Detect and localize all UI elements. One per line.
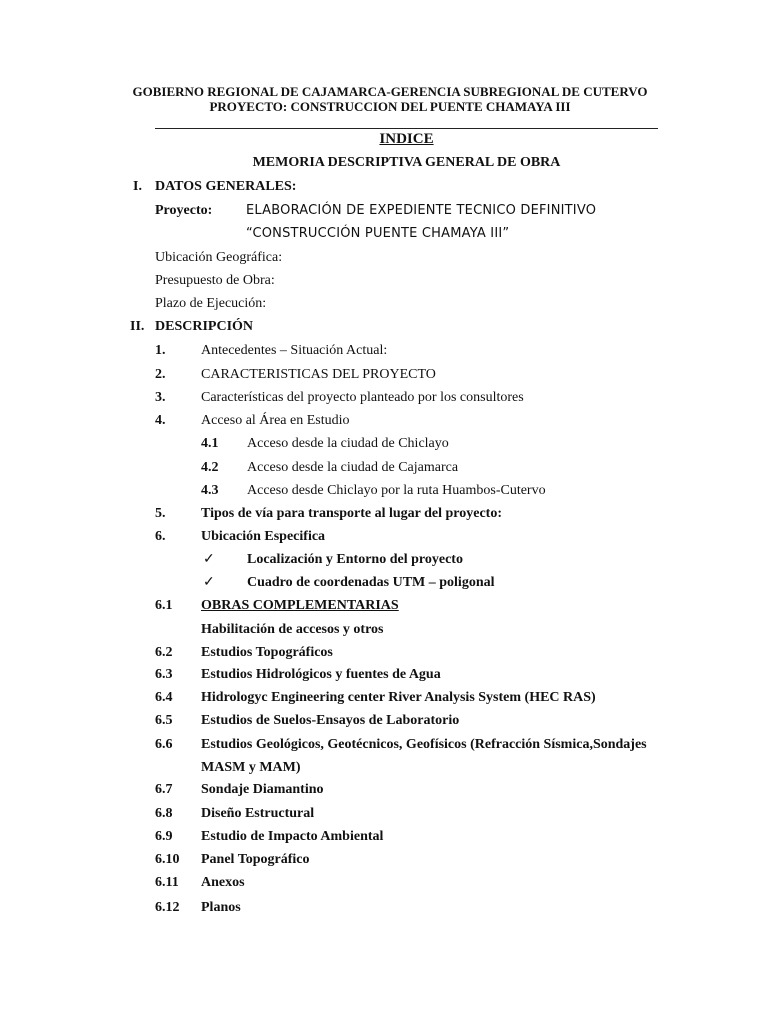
subitem-number: 4.2 [201, 460, 219, 475]
presupuesto-label: Presupuesto de Obra: [155, 273, 275, 288]
subitem-text: Panel Topográfico [201, 852, 310, 867]
subitem-text: Diseño Estructural [201, 806, 315, 821]
check-item-text: Localización y Entorno del proyecto [247, 552, 463, 567]
item-text: Características del proyecto planteado por los consultores [201, 390, 524, 405]
subitem-number: 6.10 [155, 852, 180, 867]
index-title: INDICE [379, 131, 434, 147]
header-line-2: PROYECTO: CONSTRUCCION DEL PUENTE CHAMAYA III [209, 99, 571, 114]
memoria-title: MEMORIA DESCRIPTIVA GENERAL DE OBRA [252, 155, 561, 170]
subitem-text: Estudios Topográficos [201, 645, 333, 660]
item-text: CARACTERISTICAS DEL PROYECTO [201, 367, 436, 382]
subitem-number: 4.1 [201, 436, 219, 451]
subitem-number: 4.3 [201, 483, 219, 498]
proyecto-value-line-1: ELABORACIÓN DE EXPEDIENTE TECNICO DEFINITIVO [246, 203, 597, 218]
subitem-number: 6.11 [155, 875, 179, 890]
subitem-number: 6.9 [155, 829, 173, 844]
subitem-text: Estudios de Suelos-Ensayos de Laboratorio [201, 713, 460, 728]
checkmark-icon: ✓ [203, 552, 215, 567]
checkmark-icon: ✓ [203, 575, 215, 590]
item-text: Ubicación Especifica [201, 529, 326, 544]
subitem-text: Estudios Geológicos, Geotécnicos, Geofísicos (Refracción Sísmica,Sondajes [201, 737, 647, 752]
document-header [120, 84, 660, 114]
subitem-text: Anexos [201, 875, 245, 890]
subitem-text-continued: MASM y MAM) [201, 760, 301, 775]
item-number: 5. [155, 506, 166, 521]
subitem-text: Estudio de Impacto Ambiental [201, 829, 384, 844]
subitem-number: 6.5 [155, 713, 173, 728]
section-1-number: I. [133, 179, 142, 194]
subitem-number: 6.6 [155, 737, 173, 752]
item-number: 1. [155, 343, 166, 358]
section-1-title: DATOS GENERALES: [155, 179, 297, 194]
subitem-number: 6.2 [155, 645, 173, 660]
plazo-label: Plazo de Ejecución: [155, 296, 267, 311]
subitem-number: 6.7 [155, 782, 173, 797]
subitem-text: Acceso desde la ciudad de Cajamarca [247, 460, 459, 475]
proyecto-label: Proyecto: [155, 203, 213, 218]
subitem-text: Estudios Hidrológicos y fuentes de Agua [201, 667, 441, 682]
item-number: 2. [155, 367, 166, 382]
subitem-text-continued: Habilitación de accesos y otros [201, 622, 384, 637]
subitem-number: 6.8 [155, 806, 173, 821]
header-divider [155, 128, 658, 129]
proyecto-value-line-2: “CONSTRUCCIÓN PUENTE CHAMAYA III” [246, 226, 510, 241]
header-line-1: GOBIERNO REGIONAL DE CAJAMARCA-GERENCIA SUBREGIONAL DE CUTERVO [132, 84, 648, 99]
subitem-text: OBRAS COMPLEMENTARIAS [201, 598, 399, 613]
subitem-text: Sondaje Diamantino [201, 782, 324, 797]
subitem-number: 6.1 [155, 598, 173, 613]
item-number: 6. [155, 529, 166, 544]
section-2-title: DESCRIPCIÓN [155, 319, 254, 334]
item-text: Antecedentes – Situación Actual: [201, 343, 388, 358]
subitem-number: 6.3 [155, 667, 173, 682]
subitem-number: 6.4 [155, 690, 173, 705]
item-number: 4. [155, 413, 166, 428]
subitem-text: Planos [201, 900, 241, 915]
section-2-number: II. [130, 319, 145, 334]
subitem-text: Acceso desde la ciudad de Chiclayo [247, 436, 449, 451]
subitem-text: Hidrologyc Engineering center River Analysis System (HEC RAS) [201, 690, 596, 705]
item-number: 3. [155, 390, 166, 405]
subitem-text: Acceso desde Chiclayo por la ruta Huambos-Cutervo [247, 483, 546, 498]
ubicacion-label: Ubicación Geográfica: [155, 250, 283, 265]
subitem-number: 6.12 [155, 900, 180, 915]
item-text: Acceso al Área en Estudio [201, 413, 350, 428]
check-item-text: Cuadro de coordenadas UTM – poligonal [247, 575, 495, 590]
item-text: Tipos de vía para transporte al lugar del proyecto: [201, 506, 502, 521]
